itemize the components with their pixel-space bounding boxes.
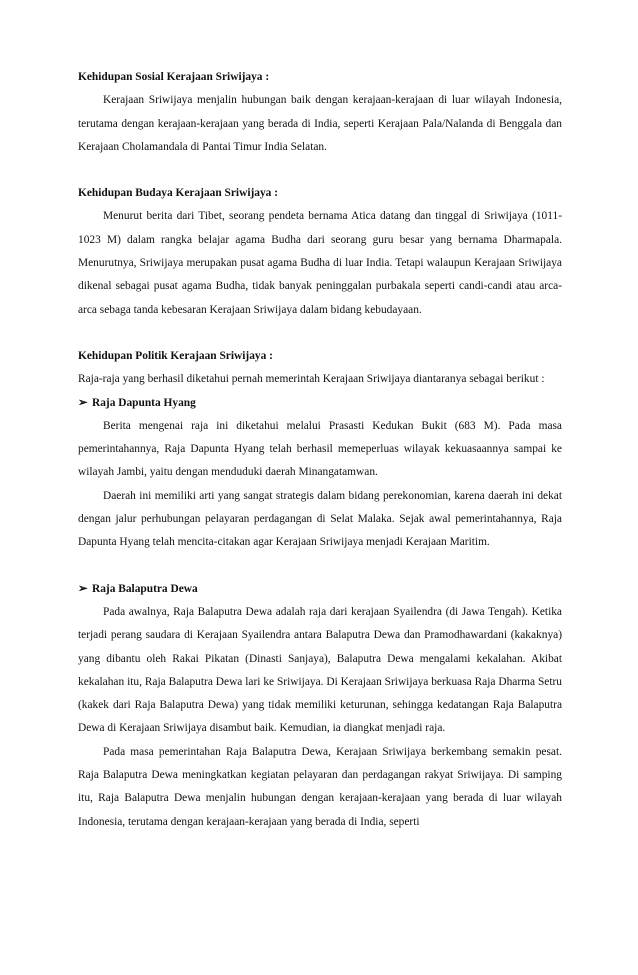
section-gap xyxy=(78,159,562,182)
arrow-bullet-icon: ➢ xyxy=(78,396,88,409)
section-gap xyxy=(78,555,562,578)
arrow-bullet-icon: ➢ xyxy=(78,582,88,595)
paragraph-politik-intro: Raja-raja yang berhasil diketahui pernah memerintah Kerajaan Sriwijaya diantaranya sebagai berikut : xyxy=(78,373,545,386)
paragraph-balaputra-1: Pada awalnya, Raja Balaputra Dewa adalah raja dari kerajaan Syailendra (di Jawa Tengah). Ketika terjadi perang saudara di Kerajaan Syailendra antara Balaputra Dewa dan Pramodhawardani (kakaknya) yang dibantu oleh Rakai Pikatan (Dinasti Sanjaya), Balaputra Dewa mengalami kekalahan. Akibat kekalahan itu, Raja Balaputra Dewa lari ke Sriwijaya. Di Kerajaan Sriwijaya berkuasa Raja Dharma Setru (kakek dari Raja Balaputra Dewa) yang tidak memiliki keturunan, sehingga kedatangan Raja Balaputra Dewa di Kerajaan Sriwijaya disambut baik. Kemudian, ia diangkat menjadi raja. xyxy=(78,605,562,735)
heading-budaya: Kehidupan Budaya Kerajaan Sriwijaya : xyxy=(78,187,278,200)
subheading-raja-balaputra-dewa xyxy=(78,578,562,601)
paragraph-balaputra-2: Pada masa pemerintahan Raja Balaputra Dewa, Kerajaan Sriwijaya berkembang semakin pesat. Raja Balaputra Dewa meningkatkan kegiatan pelayaran dan perdagangan rakyat Sriwijaya. Di samping itu, Raja Balaputra Dewa menjalin hubungan dengan kerajaan-kerajaan yang berada di luar wilayah Indonesia, terutama dengan kerajaan-kerajaan yang berada di India, seperti xyxy=(78,745,562,828)
section-gap xyxy=(78,322,562,345)
paragraph-sosial: Kerajaan Sriwijaya menjalin hubungan baik dengan kerajaan-kerajaan di luar wilayah Indonesia, terutama dengan kerajaan-kerajaan yang berada di India, seperti Kerajaan Pala/Nalanda di Benggala dan Kerajaan Cholamandala di Pantai Timur India Selatan. xyxy=(78,94,562,153)
subheading-label: Raja Dapunta Hyang xyxy=(92,396,196,409)
document-page xyxy=(78,66,562,834)
heading-politik: Kehidupan Politik Kerajaan Sriwijaya : xyxy=(78,349,273,362)
paragraph-budaya: Menurut berita dari Tibet, seorang pendeta bernama Atica datang dan tinggal di Sriwijaya (1011-1023 M) dalam rangka belajar agama Budha dari seorang guru besar yang bernama Dharmapala. Menurutnya, Sriwijaya merupakan pusat agama Budha di luar India. Tetapi walaupun Kerajaan Sriwijaya dikenal sebagai pusat agama Budha, tidak banyak peninggalan purbakala seperti candi-candi atau arca-arca sebaga tanda kebesaran Kerajaan Sriwijaya dalam bidang kebudayaan. xyxy=(78,210,562,316)
heading-sosial: Kehidupan Sosial Kerajaan Sriwijaya : xyxy=(78,71,270,83)
paragraph-dapunta-2: Daerah ini memiliki arti yang sangat strategis dalam bidang perekonomian, karena daerah ini dekat dengan jalur perhubungan pelayaran perdagangan di Selat Malaka. Sejak awal pemerintahannya, Raja Dapunta Hyang telah mencita-citakan agar Kerajaan Sriwijaya menjadi Kerajaan Maritim. xyxy=(78,489,562,549)
subheading-raja-dapunta-hyang xyxy=(78,392,562,415)
subheading-label: Raja Balaputra Dewa xyxy=(92,582,198,595)
paragraph-dapunta-1: Berita mengenai raja ini diketahui melalui Prasasti Kedukan Bukit (683 M). Pada masa pemerintahannya, Raja Dapunta Hyang telah berhasil memeperluas wilayak kekuasaannya sampai ke wilayah Jambi, yaitu dengan menduduki daerah Minangatamwan. xyxy=(78,419,562,479)
